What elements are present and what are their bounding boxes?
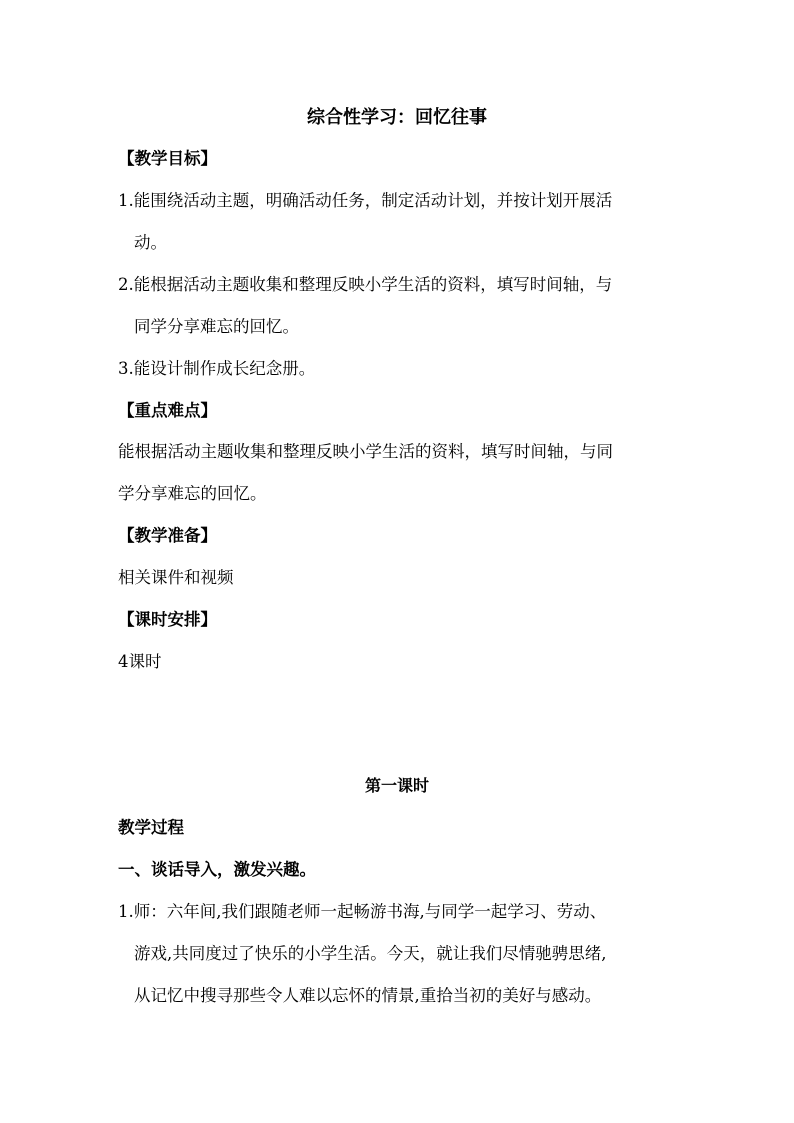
objective-2-line-2: 同学分享难忘的回忆。 [134, 317, 299, 336]
key-points-line-1: 能根据活动主题收集和整理反映小学生活的资料，填写时间轴，与同 [118, 442, 613, 461]
process-heading: 教学过程 [118, 818, 184, 837]
step-1-item-1-line-2: 游戏,共同度过了快乐的小学生活。今天，就让我们尽情驰骋思绪, [134, 944, 607, 963]
step-1-item-1-line-3: 从记忆中搜寻那些令人难以忘怀的情景,重拾当初的美好与感动。 [134, 986, 602, 1005]
key-points-heading: 【重点难点】 [118, 401, 217, 420]
objective-1-line-1: 1.能围绕活动主题，明确活动任务，制定活动计划，并按计划开展活 [118, 191, 613, 210]
step-1-heading: 一、谈话导入，激发兴趣。 [118, 860, 316, 879]
preparation-text: 相关课件和视频 [118, 568, 234, 587]
document-title: 综合性学习：回忆往事 [307, 107, 487, 128]
objectives-heading: 【教学目标】 [118, 149, 217, 168]
schedule-heading: 【课时安排】 [118, 610, 217, 629]
objective-3: 3.能设计制作成长纪念册。 [118, 359, 316, 378]
objective-1-line-2: 动。 [134, 233, 167, 252]
step-1-item-1-line-1: 1.师：六年间,我们跟随老师一起畅游书海,与同学一起学习、劳动、 [118, 902, 607, 921]
key-points-line-2: 学分享难忘的回忆。 [118, 484, 267, 503]
lesson-one-title: 第一课时 [364, 776, 429, 795]
schedule-text: 4课时 [118, 652, 162, 671]
preparation-heading: 【教学准备】 [118, 526, 217, 545]
objective-2-line-1: 2.能根据活动主题收集和整理反映小学生活的资料，填写时间轴，与 [118, 275, 613, 294]
